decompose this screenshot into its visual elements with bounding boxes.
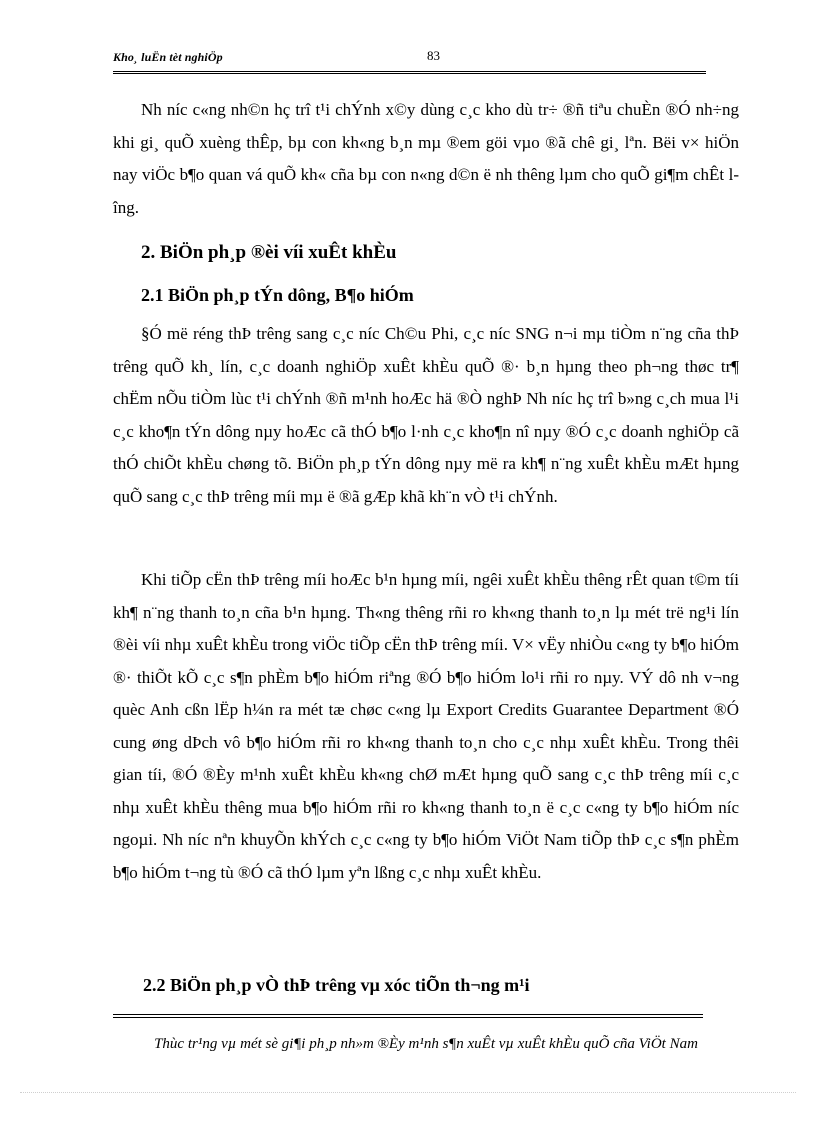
page-header (113, 46, 705, 70)
page-footer: Thùc tr¹ng vµ mét sè gi¶i ph¸p nh»m ®Èy m¹nh s¶n xuÊt vµ xuÊt khÈu quÕ cña ViÖt Nam (154, 1036, 698, 1052)
header-title: Kho¸ luËn tèt nghiÖp (113, 50, 223, 64)
subsection-heading-market-promotion: 2.2 BiÖn ph¸p vÒ thÞ trêng vµ xóc tiÕn th¬ng m¹i (143, 975, 530, 995)
footer-rule-top (113, 1014, 703, 1015)
header-rule-bottom (113, 73, 706, 74)
paragraph-payment-insurance: Khi tiÕp cËn thÞ trêng míi hoÆc b¹n hµng míi, ngêi xuÊt khÈu thêng rÊt quan t©m tíi kh¶ n¨ng thanh to¸n cña b¹n hµng. Th«ng thêng rñi ro kh«ng thanh to¸n lµ mét trë ng¹i lín ®èi víi nhµ xuÊt khÈu trong viÖc tiÕp cËn thÞ trêng míi. V× vËy nhiÒu c«ng ty b¶o hiÓm ®· thiÕt kÕ c¸c s¶n phÈm b¶o hiÓm riªng ®Ó b¶o hiÓm lo¹i rñi ro nµy. VÝ dô nh v¬ng quèc Anh cßn lËp h¼n ra mét tæ chøc c«ng lµ Export Credits Guarantee Department ®Ó cung øng dÞch vô b¶o hiÓm rñi ro kh«ng thanh to¸n cho c¸c nhµ xuÊt khÈu. Trong thêi gian tíi, ®Ó ®Èy m¹nh xuÊt khÈu kh«ng chØ mÆt hµng quÕ sang c¸c thÞ trêng míi c¸c nhµ xuÊt khÈu thêng mua b¶o hiÓm rñi ro kh«ng thanh to¸n ë c¸c c«ng ty b¶o hiÓm níc ngoµi. Nh níc nªn khuyÕn khÝch c¸c c«ng ty b¶o hiÓm ViÖt Nam tiÕp thÞ c¸c s¶n phÈm b¶o hiÓm t¬ng tù ®Ó cã thÓ lµm yªn lßng c¸c nhµ xuÊt khÈu. (113, 570, 739, 882)
paragraph-storage-support: Nh níc c«ng nh©n hç trî t¹i chÝnh x©y dùng c¸c kho dù tr÷ ®ñ tiªu chuÈn ®Ó nh÷ng khi gi¸ quÕ xuèng thÊp, bµ con kh«ng b¸n mµ ®em göi vµo ®ã chê gi¸ lªn. Bëi v× hiÖn nay viÖc b¶o quan vá quÕ kh« cña bµ con n«ng d©n ë nh thêng lµm cho quÕ gi¶m chÊt lîng. (113, 100, 739, 217)
page-break-line (20, 1092, 796, 1093)
page-number: 83 (427, 48, 440, 63)
paragraph-market-expansion: §Ó më réng thÞ trêng sang c¸c níc Ch©u Phi, c¸c níc SNG n¬i mµ tiÒm n¨ng cña thÞ trêng quÕ kh¸ lín, c¸c doanh nghiÖp xuÊt khÈu quÕ ®· b¸n hµng theo ph¬ng thøc tr¶ chËm nÕu tiÒm lùc t¹i chÝnh ®ñ m¹nh hoÆc hä ®Ò nghÞ Nh níc hç trî b»ng c¸ch mua l¹i c¸c kho¶n tÝn dông nµy hoÆc cã thÓ b¶o l·nh c¸c kho¶n nî nµy ®Ó c¸c doanh nghiÖp cã thÓ chiÕt khÈu chøng tõ. BiÖn ph¸p tÝn dông nµy më ra kh¶ n¨ng xuÊt khÈu mÆt hµng quÕ sang c¸c thÞ trêng míi mµ ë ®ã gÆp khã kh¨n vÒ t¹i chÝnh. (113, 324, 739, 506)
footer-rule-bottom (113, 1017, 703, 1018)
subsection-heading-credit-insurance: 2.1 BiÖn ph¸p tÝn dông, B¶o hiÓm (141, 285, 414, 305)
section-heading-export-measures: 2. BiÖn ph¸p ®èi víi xuÊt khÈu (141, 242, 397, 263)
header-rule-top (113, 71, 706, 72)
